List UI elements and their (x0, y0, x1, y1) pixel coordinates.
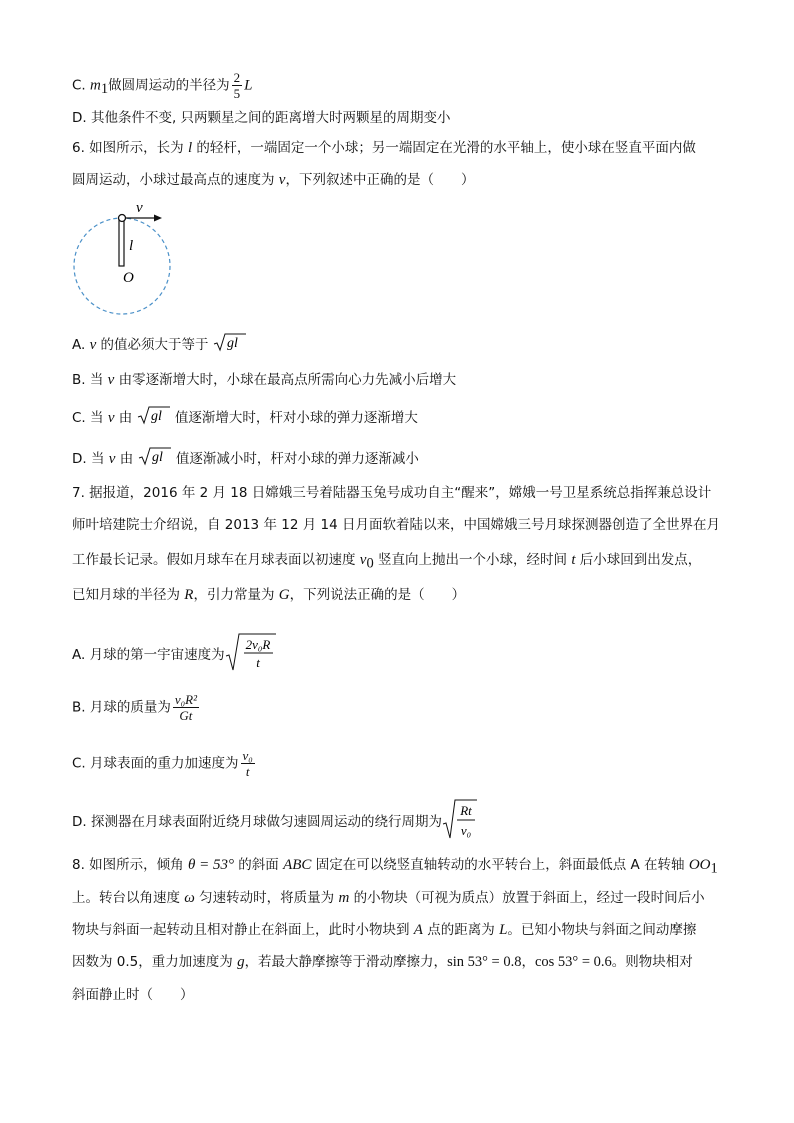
mass-fraction: $\frac{\text{v₀R²}}{Gt}$ (174, 692, 197, 723)
sqrt-fraction (225, 632, 277, 678)
q8-stem-line1: 8. 如图所示，倾角 θ = 53° 的斜面 ABC 固定在可以绕竖直轴转动的水平转台上，斜面最低点 A 在转轴 $OO_1$ (72, 857, 718, 877)
q6-stem-line1: 6. 如图所示，长为 l 的轻杆，一端固定一个小球；另一端固定在光滑的水平轴上，使小球在竖直平面内做 (72, 140, 696, 156)
q5-c-fraction: $\frac{2}{5}$ (233, 70, 241, 101)
label-o: O (123, 270, 134, 286)
svg-text:v₀: v₀ (460, 823, 472, 838)
q7-option-b: B. 月球的质量为 $\frac{\text{v₀R²}}{Gt}$ (72, 692, 197, 723)
q6-option-a: A. v 的值必须大于等于 gl (72, 332, 247, 358)
svg-text:gl: gl (151, 450, 163, 465)
svg-text:t: t (255, 655, 260, 670)
q7-option-d: D. 探测器在月球表面附近绕月球做匀速圆周运动的绕行周期为 Rt v₀ (72, 798, 478, 846)
q7-stem-line4: 已知月球的半径为 R，引力常量为 G，下列说法正确的是（ ） (72, 587, 466, 603)
svg-text:2v₀R: 2v₀R (245, 637, 270, 652)
q8-stem-line2: 上。转台以角速度 ω 匀速转动时，将质量为 m 的小物块（可视为质点）放置于斜面上，经过一段时间后小 (72, 890, 705, 906)
label-l: l (129, 238, 134, 254)
q6-stem-line2: 圆周运动，小球过最高点的速度为 v，下列叙述中正确的是（ ） (72, 172, 475, 188)
q7-option-c: C. 月球表面的重力加速度为 $\frac{\text{v₀}}{t}$ (72, 748, 253, 779)
sqrt-gl (138, 446, 172, 472)
q7-stem-line1: 7. 据报道，2016 年 2 月 18 日嫦娥三号着陆器玉兔号成功自主“醒来”，嫦娥一号卫星系统总指挥兼总设计 (72, 485, 712, 501)
q5-option-c: C. $m_1$做圆周运动的半径为 $\frac{2}{5}$ L (72, 70, 253, 101)
sqrt-gl (137, 405, 171, 431)
q7-option-a: A. 月球的第一宇宙速度为 2v₀R t (72, 632, 277, 678)
rod (119, 218, 124, 266)
sqrt-gl (213, 332, 247, 358)
velocity-arrowhead (154, 215, 162, 222)
q6-option-c: C. 当 v 由 gl 值逐渐增大时，杆对小球的弹力逐渐增大 (72, 405, 418, 431)
q5-option-d: D. 其他条件不变, 只两颗星之间的距离增大时两颗星的周期变小 (72, 110, 451, 126)
acceleration-fraction: $\frac{\text{v₀}}{t}$ (242, 748, 253, 779)
q7-stem-line2: 师叶培建院士介绍说，自 2013 年 12 月 14 日月面软着陆以来，中国嫦娥三号月球探测器创造了全世界在月 (72, 517, 720, 533)
q6-figure (70, 200, 180, 318)
q6-option-b: B. 当 v 由零逐渐增大时，小球在最高点所需向心力先减小后增大 (72, 372, 457, 388)
q8-stem-line5: 斜面静止时（ ） (72, 987, 194, 1003)
svg-text:gl: gl (226, 336, 238, 351)
ball (119, 215, 126, 222)
q6-option-d: D. 当 v 由 gl 值逐渐减小时，杆对小球的弹力逐渐减小 (72, 446, 419, 472)
q7-stem-line3: 工作最长记录。假如月球车在月球表面以初速度 $v_0$ 竖直向上抛出一个小球，经时间 t 后小球回到出发点， (72, 552, 702, 572)
svg-text:Rt: Rt (460, 803, 472, 818)
q8-stem-line4: 因数为 0.5，重力加速度为 g，若最大静摩擦等于滑动摩擦力，sin 53° = 0.8，cos 53° = 0.6。则物块相对 (72, 954, 693, 970)
svg-text:gl: gl (150, 409, 162, 424)
q8-stem-line3: 物块与斜面一起转动且相对静止在斜面上，此时小物块到 A 点的距离为 L。已知小物块与斜面之间动摩擦 (72, 922, 697, 938)
sqrt-fraction (442, 798, 478, 846)
label-v: v (136, 200, 143, 216)
